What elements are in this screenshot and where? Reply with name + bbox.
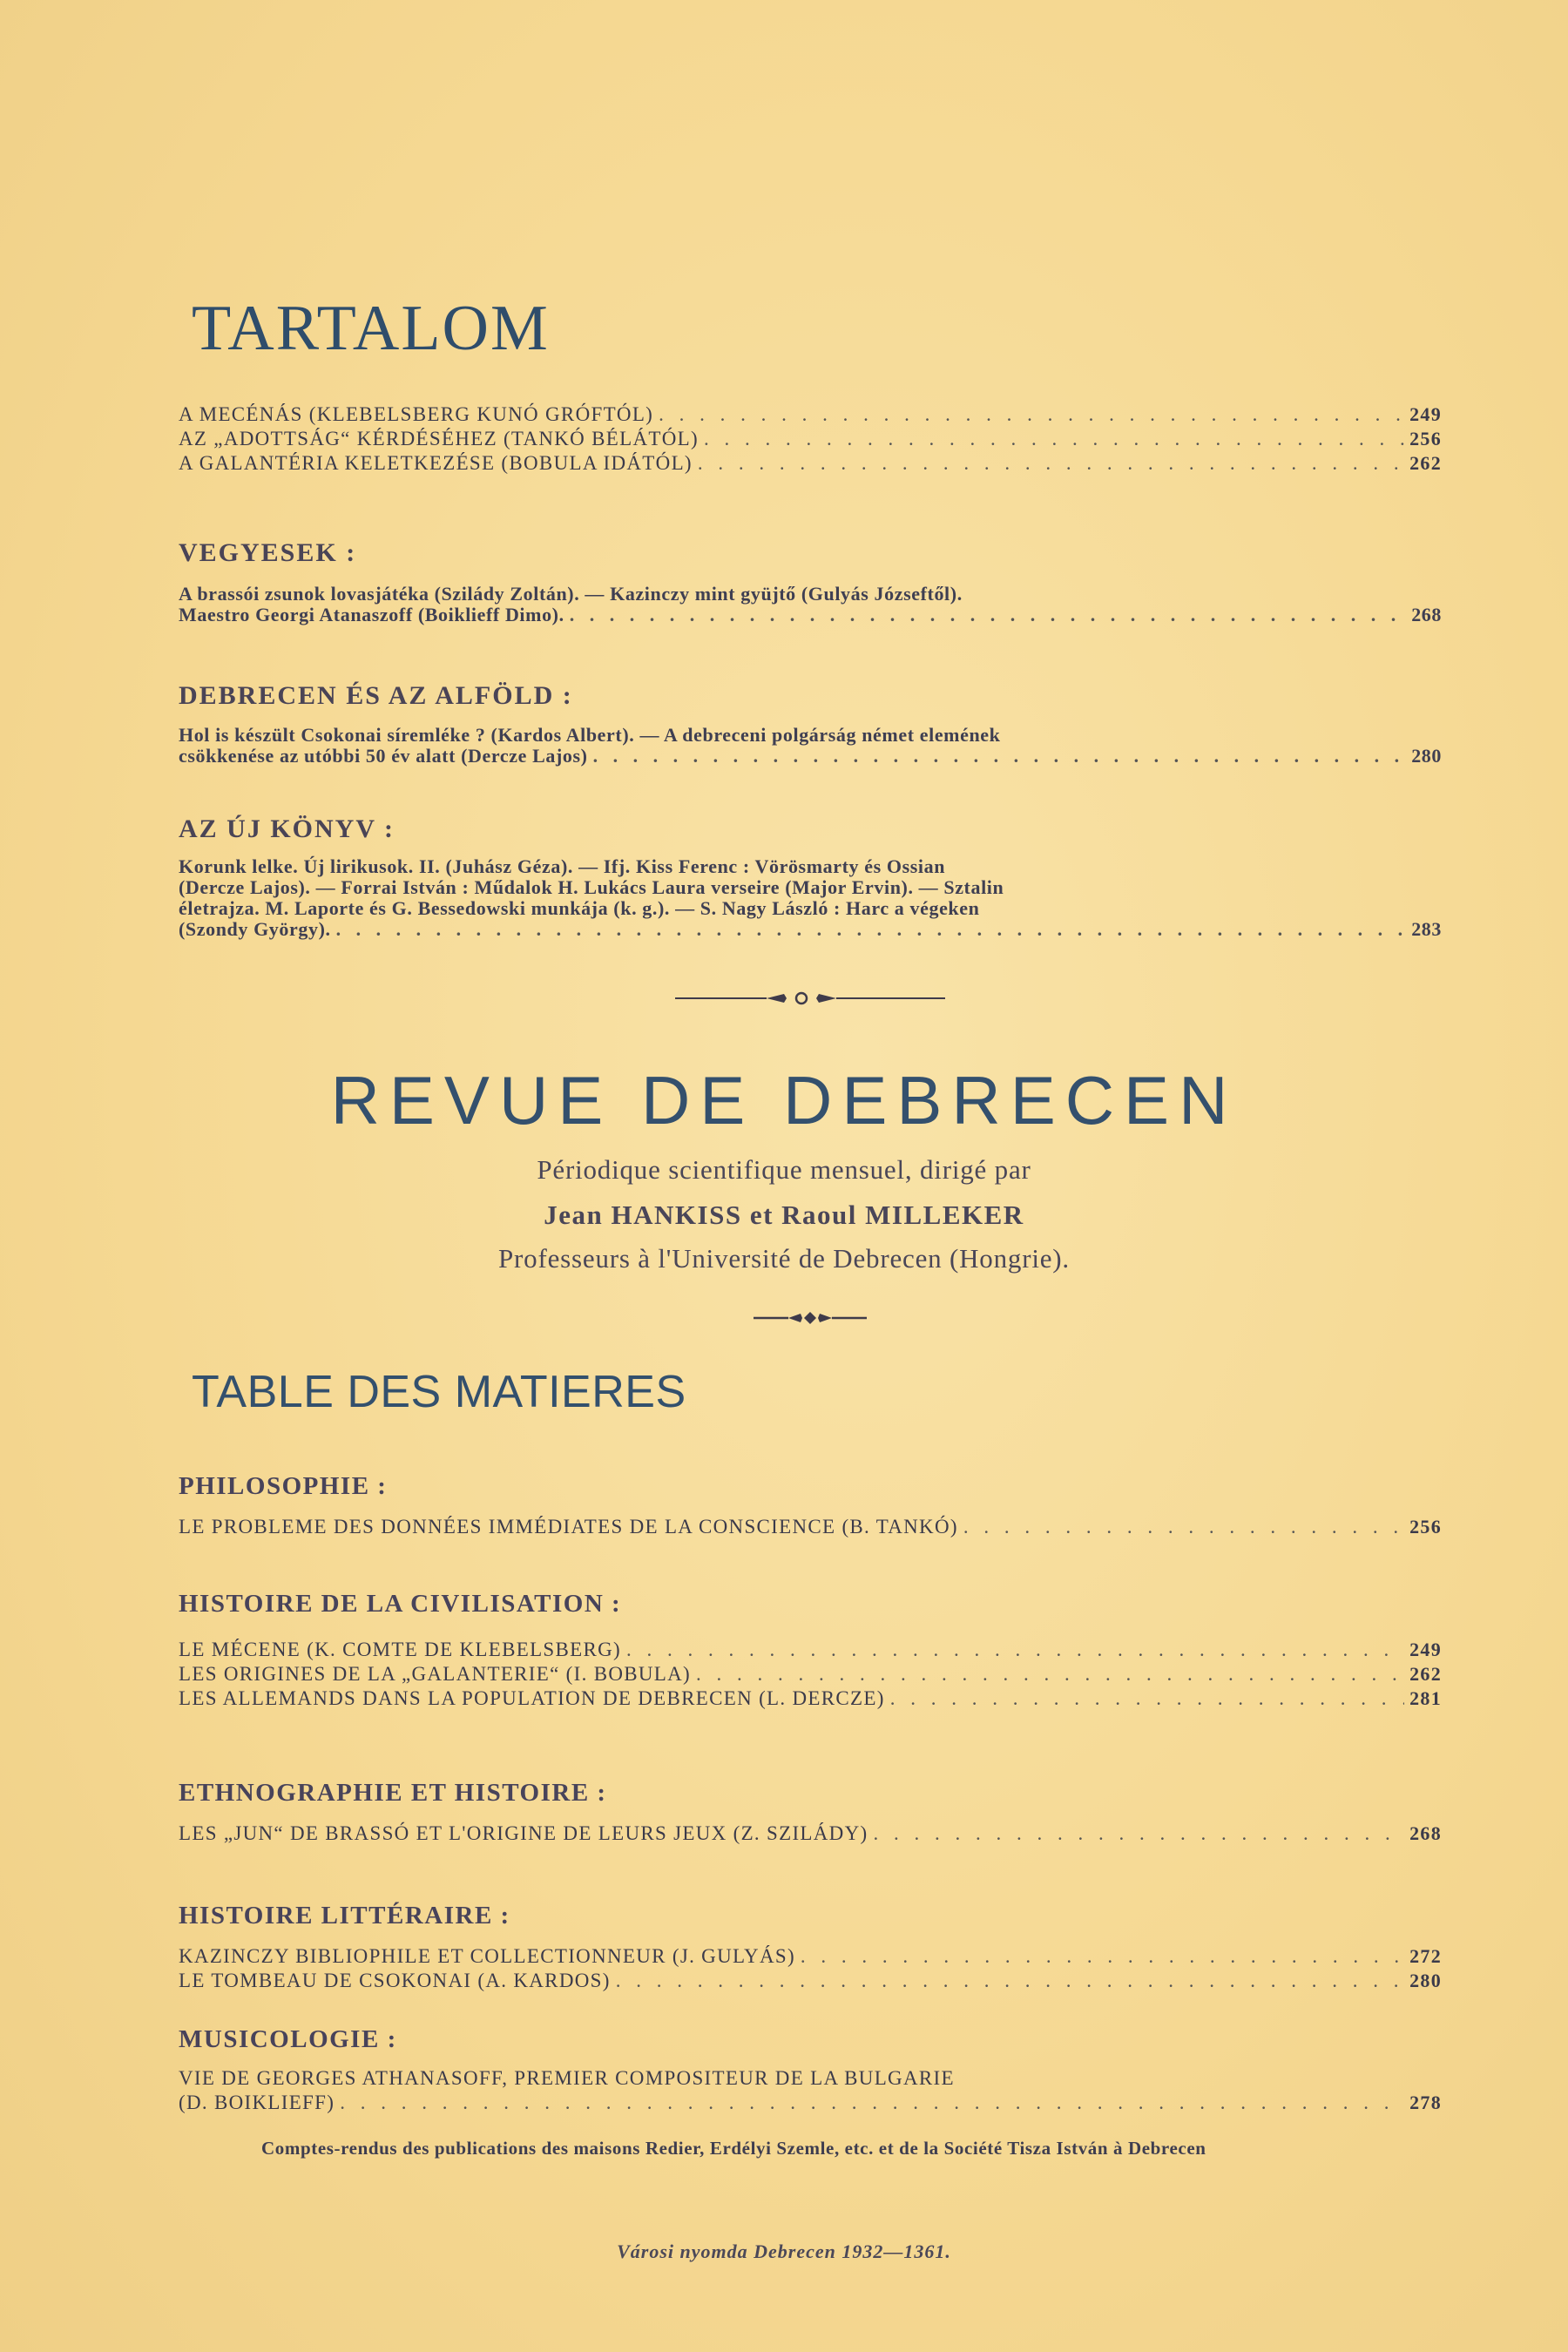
ornamental-divider <box>754 1311 867 1325</box>
list-item: A GALANTÉRIA KELETKEZÉSE (BOBULA IDÁTÓL) . . . 262 <box>179 451 1442 476</box>
page-number: 268 <box>1411 604 1442 625</box>
table-title: TABLE DES MATIERES <box>192 1367 686 1417</box>
section-line: Maestro Georgi Atanaszoff (Boiklieff Dimo). <box>179 604 564 625</box>
section-line: Korunk lelke. Új lirikusok. II. (Juhász Géza). — Ifj. Kiss Ferenc : Vörösmarty és Ossian <box>179 855 946 877</box>
list-item: LE MÉCENE (K. COMTE DE KLEBELSBERG) . . . 249 <box>179 1638 1442 1662</box>
section-vegyesek <box>179 538 1442 625</box>
section-heading: PHILOSOPHIE : <box>179 1472 388 1500</box>
section-heading: DEBRECEN ÉS AZ ALFÖLD : <box>179 681 573 710</box>
section-heading: VEGYESEK : <box>179 538 357 567</box>
section-heading: AZ ÚJ KÖNYV : <box>179 814 395 843</box>
page-number: 278 <box>1409 2092 1442 2113</box>
section-heading: HISTOIRE DE LA CIVILISATION : <box>179 1590 622 1618</box>
section-uj-konyv <box>179 814 1442 940</box>
revue-editors: Jean HANKISS et Raoul MILLEKER <box>544 1200 1024 1230</box>
tartalom-main-list <box>179 402 1442 476</box>
section-line: A brassói zsunok lovasjátéka (Sziládу Zoltán). — Kazinczy mint gyüjtő (Gulyás Józseftől). <box>179 583 963 605</box>
section-civilisation <box>179 1590 1442 1711</box>
ornament-icon <box>675 991 945 1005</box>
revue-affiliation: Professeurs à l'Université de Debrecen (Hongrie). <box>498 1243 1070 1274</box>
page-number: 280 <box>1411 745 1442 767</box>
list-item: LE TOMBEAU DE CSOKONAI (A. KARDOS) . . . 280 <box>179 1969 1442 1993</box>
section-line: Hol is készült Csokonai síremléke ? (Kardos Albert). — A debreceni polgárság német elemének <box>179 724 1001 746</box>
section-musicologie <box>179 2025 1442 2115</box>
section-heading: HISTOIRE LITTÉRAIRE : <box>179 1902 510 1930</box>
page-number: 283 <box>1411 918 1442 940</box>
list-item: A MECÉNÁS (KLEBELSBERG KUNÓ GRÓFTÓL) . . . 249 <box>179 402 1442 427</box>
ornamental-divider <box>675 991 945 1005</box>
list-item: LES „JUN“ DE BRASSÓ ET L'ORIGINE DE LEURS JEUX (Z. SZILÁDY) . . . 268 <box>179 1821 1442 1846</box>
section-line: csökkenése az utóbbi 50 év alatt (Dercze Lajos) <box>179 745 588 767</box>
printer-imprint: Városi nyomda Debrecen 1932—1361. <box>617 2240 951 2262</box>
section-philosophie <box>179 1472 1442 1539</box>
section-line: (Dercze Lajos). — Forrai István : Műdalok H. Lukács Laura verseire (Major Ervin). — Sztalin <box>179 876 1004 898</box>
ornament-icon <box>754 1311 867 1325</box>
list-item: LES ORIGINES DE LA „GALANTERIE“ (I. BOBULA) . . . 262 <box>179 1662 1442 1686</box>
list-item: VIE DE GEORGES ATHANASOFF, PREMIER COMPOSITEUR DE LA BULGARIE <box>179 2067 955 2089</box>
section-litteraire <box>179 1902 1442 1993</box>
list-item: AZ „ADOTTSÁG“ KÉRDÉSÉHEZ (TANKÓ BÉLÁTÓL) . . . 256 <box>179 427 1442 451</box>
tartalom-title: TARTALOM <box>192 293 550 364</box>
revue-title: REVUE DE DEBRECEN <box>330 1062 1238 1139</box>
revue-subtitle: Périodique scientifique mensuel, dirigé par <box>537 1154 1031 1185</box>
section-ethnographie <box>179 1779 1442 1846</box>
list-item: (D. BOIKLIEFF) . . . 278 <box>179 2091 1442 2115</box>
list-item: LES ALLEMANDS DANS LA POPULATION DE DEBRECEN (L. DERCZE) . . . 281 <box>179 1686 1442 1711</box>
list-item: LE PROBLEME DES DONNÉES IMMÉDIATES DE LA CONSCIENCE (B. TANKÓ) . . . 256 <box>179 1515 1442 1539</box>
section-line: (Szondy György). <box>179 918 331 940</box>
section-debrecen <box>179 681 1442 767</box>
section-heading: MUSICOLOGIE : <box>179 2025 397 2053</box>
publications-note: Comptes-rendus des publications des maisons Redier, Erdélyi Szemle, etc. et de la Société Tisza István à Debrecen <box>261 2138 1206 2159</box>
list-item: KAZINCZY BIBLIOPHILE ET COLLECTIONNEUR (J. GULYÁS) . . . 272 <box>179 1944 1442 1969</box>
section-line: életrajza. M. Laporte és G. Bessedowski munkája (k. g.). — S. Nagy László : Harc a végeken <box>179 897 980 919</box>
section-heading: ETHNOGRAPHIE ET HISTOIRE : <box>179 1779 607 1807</box>
